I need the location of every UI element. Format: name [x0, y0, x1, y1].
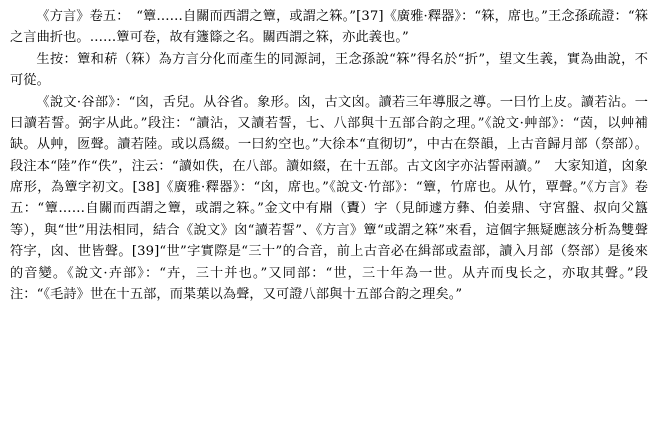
paragraph-3: 《說文·谷部》：“囟，舌兒。从谷省。象形。囟，古文囟。讀若三年導服之導。一曰竹上皮。讀若沾。一曰讀若誓。弼字从此。”段注：“讀沾，又讀若誓，七、八部與十五部合韵之理。”《說文·艸部》：“茵，以艸補缺。从艸，匢聲。讀若陸。或以爲綴。一曰約空也。”大徐本“直彻切”，中古在祭韻，上古音歸月部（祭部）。段注本“陸”作“佚”，注云：“讀如佚，在八部。讀如綴，在十五部。古文囟字亦沾誓兩讀。” 大家知道，囟象席形，為簟字初文。[38]《廣雅·釋器》：“囟，席也。”《說文·竹部》：“簟，竹席也。从竹，覃聲。”《方言》卷五：“簟……自關而西謂之簟，或謂之箖。”金文中有𣶒（𧵩）字（見師遽方彝、伯姜鼎、守宮盤、叔向父簋等），與“世”用法相同，結合《說文》囟“讀若誓”、《方言》簟“或謂之箖”來看，這個字無疑應該分析為雙聲符字，囟、世皆聲。[39]“世”字實際是“三十”的合音，前上古音必在緝部或盍部，讀入月部（祭部）是後來的音變。《說文·卉部》：“卉，三十并也。”又同部：“世，三十年為一世。从卉而曳长之，亦取其聲。”段注：“《毛詩》世在十五部，而枼葉以為聲，又可證八部與十五部合韵之理矣。” — [10, 94, 648, 302]
paragraph-2: 生按：簟和菥（箖）為方言分化而產生的同源詞，王念孫說“箖”得名於“折”，望文生義，實為曲說，不可從。 — [10, 51, 648, 89]
paragraph-1: 《方言》卷五： “簟……自關而西謂之簟，或謂之箖。”[37]《廣雅·釋器》：“箖，席也。”王念孫疏證：“箖之言曲折也。……簟可卷，故有籧篨之名。關西謂之箖，亦此義也。” — [10, 9, 648, 46]
